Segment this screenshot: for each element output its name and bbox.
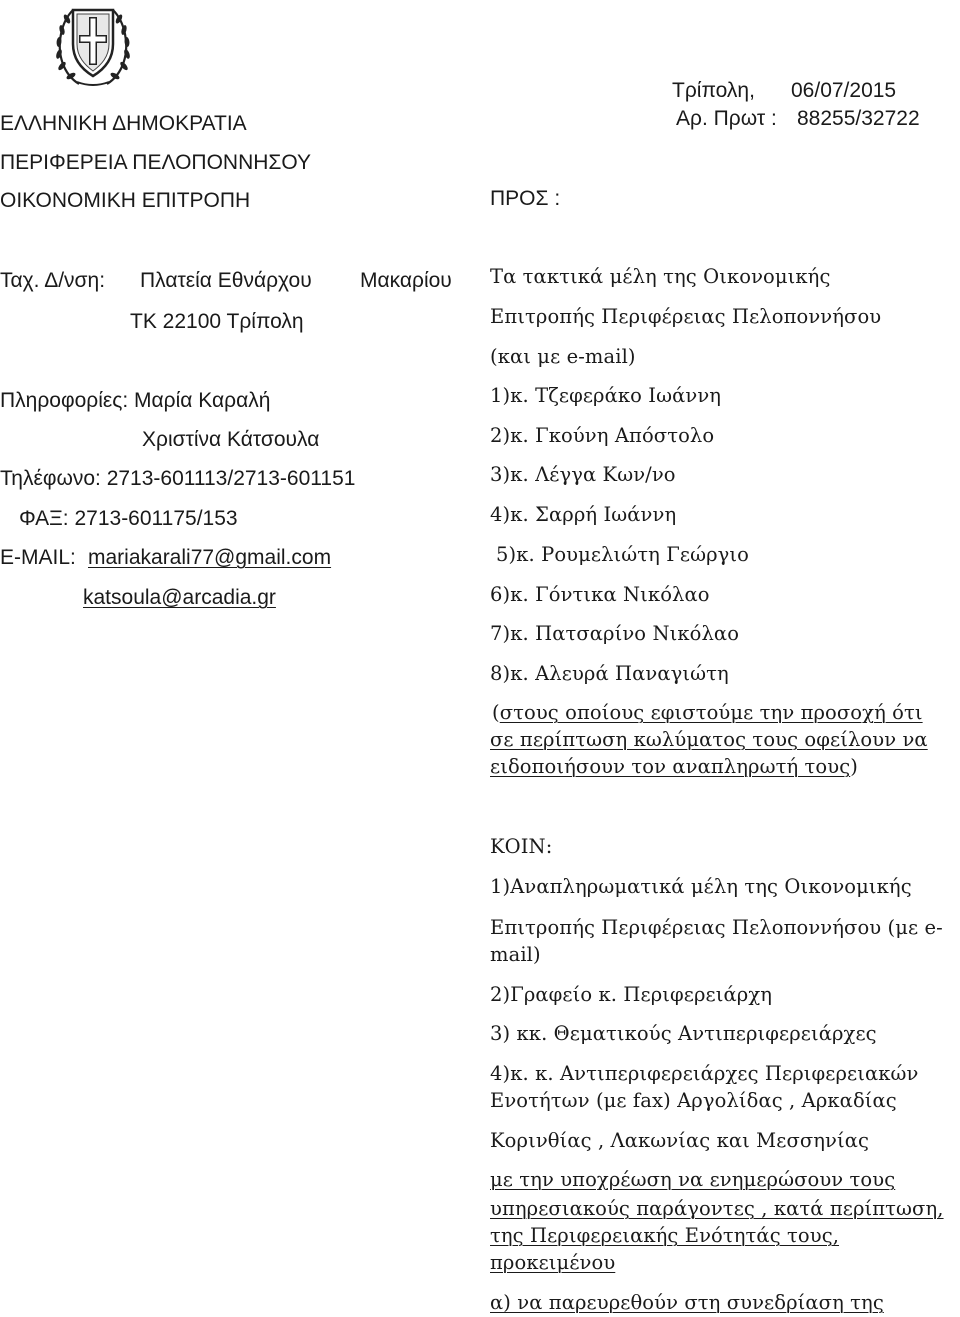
obligation-line4: προκειμένου	[490, 1251, 616, 1274]
member-item: 5)κ. Ρουμελιώτη Γεώργιο	[496, 543, 750, 566]
date-city: Τρίπολη,	[672, 79, 755, 102]
recipients-intro-1: Τα τακτικά μέλη της Οικονομικής	[490, 265, 831, 288]
member-item: 6)κ. Γόντικα Νικόλαο	[490, 583, 710, 606]
member-item: 8)κ. Αλευρά Παναγιώτη	[490, 662, 729, 685]
cc-item1-line3: mail)	[490, 943, 541, 966]
cc-heading: ΚΟΙΝ:	[490, 835, 553, 858]
address-street: Πλατεία Εθνάρχου	[140, 269, 312, 292]
address-city: ΤΚ 22100 Τρίπολη	[130, 310, 304, 333]
cc-item1-line1: 1)Αναπληρωματικά μέλη της Οικονομικής	[490, 875, 912, 898]
recipient-heading: ΠΡΟΣ :	[490, 187, 561, 210]
obligation-line5: α) να παρευρεθούν στη συνεδρίαση της	[490, 1291, 884, 1314]
recipients-intro-3: (και με e-mail)	[490, 345, 636, 368]
address-street2: Μακαρίου	[360, 269, 452, 292]
protocol-number: 88255/32722	[797, 107, 920, 130]
info-line1: Πληροφορίες: Μαρία Καραλή	[0, 389, 271, 412]
coat-of-arms-emblem	[53, 0, 133, 88]
note-line2: σε περίπτωση κωλύματος τους οφείλουν να	[490, 728, 928, 751]
member-item: 2)κ. Γκούνη Απόστολο	[490, 424, 715, 447]
info-line2: Χριστίνα Κάτσουλα	[142, 428, 320, 451]
protocol-label: Αρ. Πρωτ :	[676, 107, 777, 130]
cc-item4-line1: 4)κ. κ. Αντιπεριφερειάρχες Περιφερειακών	[490, 1062, 919, 1085]
recipients-intro-2: Επιτροπής Περιφέρειας Πελοποννήσου	[490, 305, 882, 328]
member-item: 3)κ. Λέγγα Κων/νο	[490, 463, 676, 486]
email-link-1[interactable]: mariakarali77@gmail.com	[88, 546, 332, 569]
sender-country: ΕΛΛΗΝΙΚΗ ΔΗΜΟΚΡΑΤΙΑ	[0, 112, 247, 135]
cc-item2: 2)Γραφείο κ. Περιφερειάρχη	[490, 983, 773, 1006]
member-item: 1)κ. Τζεφεράκο Ιωάννη	[490, 384, 722, 407]
obligation-line2: υπηρεσιακούς παράγοντες , κατά περίπτωση,	[490, 1197, 944, 1220]
fax: ΦΑΞ: 2713-601175/153	[19, 507, 238, 530]
cc-item4-line2: Ενοτήτων (με fax) Αργολίδας , Αρκαδίας	[490, 1089, 897, 1112]
note-line3: ειδοποιήσουν τον αναπληρωτή τους)	[490, 755, 858, 778]
phone: Τηλέφωνο: 2713-601113/2713-601151	[0, 467, 356, 490]
sender-region: ΠΕΡΙΦΕΡΕΙΑ ΠΕΛΟΠΟΝΝΗΣΟΥ	[0, 151, 312, 174]
date-value: 06/07/2015	[791, 79, 897, 102]
cc-item1-line2: Επιτροπής Περιφέρειας Πελοποννήσου (με e-	[490, 916, 943, 939]
note-line1: (στους οποίους εφιστούμε την προσοχή ότι	[492, 701, 923, 724]
cc-item4-line3: Κορινθίας , Λακωνίας και Μεσσηνίας	[490, 1129, 870, 1152]
email-label: E-MAIL:	[0, 546, 76, 569]
obligation-line1: με την υποχρέωση να ενημερώσουν τους	[490, 1168, 896, 1191]
sender-committee: ΟΙΚΟΝΟΜΙΚΗ ΕΠΙΤΡΟΠΗ	[0, 189, 251, 212]
email-link-2[interactable]: katsoula@arcadia.gr	[83, 586, 276, 609]
member-item: 7)κ. Πατσαρίνο Νικόλαο	[490, 622, 740, 645]
member-item: 4)κ. Σαρρή Ιωάννη	[490, 503, 677, 526]
obligation-line3: της Περιφερειακής Ενότητάς τους,	[490, 1224, 840, 1247]
cc-item3: 3) κκ. Θεματικούς Αντιπεριφερειάρχες	[490, 1022, 877, 1045]
address-label: Ταχ. Δ/νση:	[0, 269, 106, 292]
